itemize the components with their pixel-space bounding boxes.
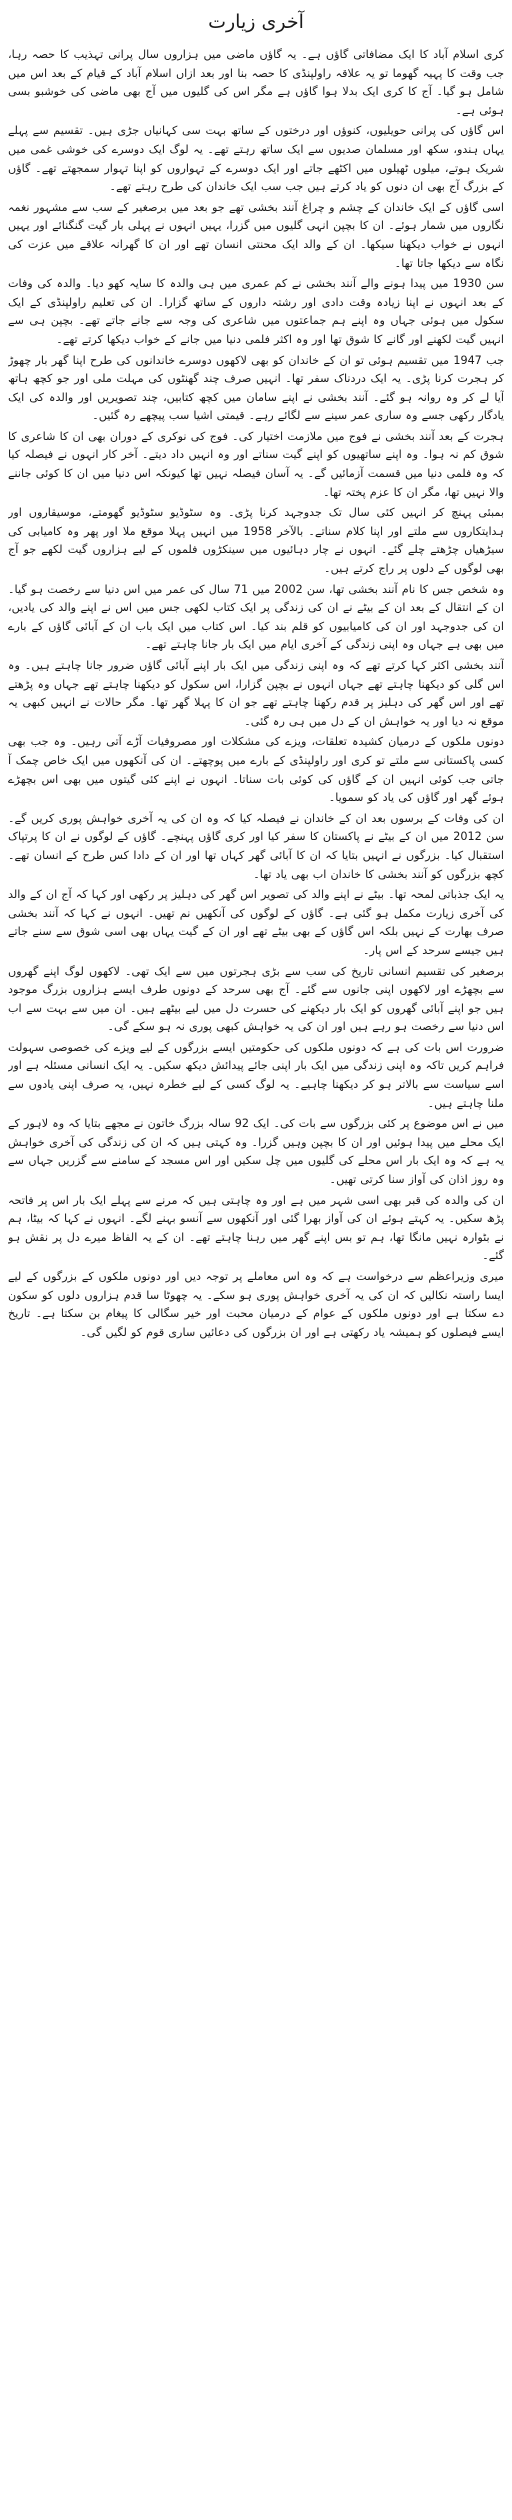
article-paragraph: بمبئی پہنچ کر انہیں کئی سال تک جدوجہد کرنا پڑی۔ وہ سٹوڈیو سٹوڈیو گھومتے، موسیقاروں اور ہدایتکاروں سے ملتے اور اپنا کلام سناتے۔ بالآخر 1958 میں انہیں پہلا موقع ملا اور پھر وہ کامیابی کی سیڑھیاں چڑھتے چلے گئے۔ انہوں نے چار دہائیوں میں سینکڑوں فلموں کے لیے ہزاروں گیت لکھے جو آج بھی لوگوں کے دلوں پر راج کرتے ہیں۔ (8, 506, 504, 576)
article-paragraph: وہ شخص جس کا نام آنند بخشی تھا، سن 2002 میں 71 سال کی عمر میں اس دنیا سے رخصت ہو گیا۔ ان کے انتقال کے بعد ان کے بیٹے نے ان کی زندگی پر ایک کتاب لکھی جس میں اس نے اپنے والد کی یادیں، ان کی جدوجہد اور ان کی کامیابیوں کو قلم بند کیا۔ اس کتاب میں ایک باب ان کے آبائی گاؤں کے بارے میں بھی ہے جہاں وہ اپنی زندگی کے آخری ایام میں ایک بار جانا چاہتے تھے۔ (8, 582, 504, 652)
article-paragraph: جب 1947 میں تقسیم ہوئی تو ان کے خاندان کو بھی لاکھوں دوسرے خاندانوں کی طرح اپنا گھر بار چھوڑ کر ہجرت کرنا پڑی۔ یہ ایک دردناک سفر تھا۔ انہیں صرف چند گھنٹوں کی مہلت ملی اور جو کچھ ہاتھ آیا لے کر وہ روانہ ہو گئے۔ آنند بخشی نے اپنے سامان میں کچھ کتابیں، چند تصویریں اور والدہ کی ایک یادگار رکھی جسے وہ ساری عمر سینے سے لگائے رہے۔ قیمتی اشیا سب پیچھے رہ گئیں۔ (8, 353, 504, 423)
article-paragraph: دونوں ملکوں کے درمیان کشیدہ تعلقات، ویزے کی مشکلات اور مصروفیات آڑے آتی رہیں۔ وہ جب بھی کسی پاکستانی سے ملتے تو کری اور راولپنڈی کے بارے میں پوچھتے۔ ان کی آنکھوں میں ایک خاص چمک آ جاتی جب کوئی انہیں ان کے گاؤں کی کوئی بات سناتا۔ انہوں نے اپنے کئی گیتوں میں بھی اس بچھڑے ہوئے گھر اور گاؤں کی یاد کو سمویا۔ (8, 735, 504, 805)
article-paragraph: سن 1930 میں پیدا ہونے والے آنند بخشی نے کم عمری میں ہی والدہ کا سایہ کھو دیا۔ والدہ کی وفات کے بعد انہوں نے اپنا زیادہ وقت دادی اور رشتہ داروں کے ساتھ گزارا۔ ان کی تعلیم راولپنڈی کے ایک سکول میں ہوئی جہاں وہ اپنے ہم جماعتوں میں شاعری کی وجہ سے جانے جاتے تھے۔ بچپن ہی سے انہیں گیت لکھنے اور گانے کا شوق تھا اور وہ اکثر فلمی دنیا میں جانے کے خواب دیکھا کرتے تھے۔ (8, 277, 504, 346)
article-paragraph: ان کی والدہ کی قبر بھی اسی شہر میں ہے اور وہ چاہتی ہیں کہ مرنے سے پہلے ایک بار اس پر فاتحہ پڑھ سکیں۔ یہ کہتے ہوئے ان کی آواز بھرا گئی اور آنکھوں سے آنسو بہنے لگے۔ انہوں نے کہا کہ بیٹا، ہم نے بٹوارہ نہیں مانگا تھا، ہم تو بس اپنے گھر میں رہنا چاہتے تھے۔ ان کے یہ الفاظ میرے دل پر نقش ہو گئے۔ (8, 1193, 504, 1263)
article-paragraph: آنند بخشی اکثر کہا کرتے تھے کہ وہ اپنی زندگی میں ایک بار اپنے آبائی گاؤں ضرور جانا چاہتے ہیں۔ وہ اس گلی کو دیکھنا چاہتے تھے جہاں انہوں نے بچپن گزارا، اس سکول کو دیکھنا چاہتے تھے جہاں وہ پڑھتے تھے اور اس گھر کی دہلیز پر قدم رکھنا چاہتے تھے جو ان کا پہلا گھر تھا۔ مگر حالات نے انہیں کبھی یہ موقع نہ دیا اور یہ خواہش ان کے دل میں ہی رہ گئی۔ (8, 659, 504, 728)
article-paragraph: میں نے اس موضوع پر کئی بزرگوں سے بات کی۔ ایک 92 سالہ بزرگ خاتون نے مجھے بتایا کہ وہ لاہور کے ایک محلے میں پیدا ہوئیں اور ان کا بچپن وہیں گزرا۔ وہ کہتی ہیں کہ ان کی زندگی کی آخری خواہش یہ ہے کہ وہ ایک بار اس محلے کی گلیوں میں چل سکیں اور اس مسجد کے سامنے سے گزریں جہاں سے وہ روز اذان کی آواز سنا کرتی تھیں۔ (8, 1117, 504, 1187)
article-paragraph: ان کی وفات کے برسوں بعد ان کے خاندان نے فیصلہ کیا کہ وہ ان کی یہ آخری خواہش پوری کریں گے۔ سن 2012 میں ان کے بیٹے نے پاکستان کا سفر کیا اور کری گاؤں پہنچے۔ گاؤں کے لوگوں نے ان کا پرتپاک استقبال کیا۔ بزرگوں نے انہیں بتایا کہ ان کا آبائی گھر کہاں تھا اور ان کے دادا کس طرح کے انسان تھے۔ کچھ بزرگوں کو آنند بخشی کا خاندان اب بھی یاد تھا۔ (8, 811, 504, 881)
article-paragraph: ہجرت کے بعد آنند بخشی نے فوج میں ملازمت اختیار کی۔ فوج کی نوکری کے دوران بھی ان کا شاعری کا شوق کم نہ ہوا۔ وہ اپنے ساتھیوں کو اپنے گیت سناتے اور وہ انہیں داد دیتے۔ آخر کار انہوں نے فیصلہ کیا کہ وہ فلمی دنیا میں قسمت آزمائیں گے۔ یہ آسان فیصلہ نہیں تھا کیونکہ اس دنیا میں ان کا کوئی جاننے والا نہیں تھا، مگر ان کا عزم پختہ تھا۔ (8, 429, 504, 499)
article-paragraph: اسی گاؤں کے ایک خاندان کے چشم و چراغ آنند بخشی تھے جو بعد میں برصغیر کے سب سے مشہور نغمہ نگاروں میں شمار ہوئے۔ ان کا بچپن انہی گلیوں میں گزرا، یہیں انہوں نے پہلی بار گیت گنگنائے اور یہیں انہوں نے خواب دیکھنا سیکھا۔ ان کے والد ایک محنتی انسان تھے اور ان کا گھرانہ علاقے میں عزت کی نگاہ سے دیکھا جاتا تھا۔ (8, 200, 504, 270)
article-paragraph: اس گاؤں کی پرانی حویلیوں، کنوؤں اور درختوں کے ساتھ بہت سی کہانیاں جڑی ہیں۔ تقسیم سے پہلے یہاں ہندو، سکھ اور مسلمان صدیوں سے ایک ساتھ رہتے تھے۔ یہ لوگ ایک دوسرے کی خوشی غمی میں شریک ہوتے، میلوں ٹھیلوں میں اکٹھے جاتے اور ایک دوسرے کے تہواروں کو اپنا تہوار سمجھتے تھے۔ گاؤں کے بزرگ آج بھی ان دنوں کو یاد کرتے ہیں جب سب ایک خاندان کی طرح رہتے تھے۔ (8, 124, 504, 194)
article-paragraph: یہ ایک جذباتی لمحہ تھا۔ بیٹے نے اپنے والد کی تصویر اس گھر کی دہلیز پر رکھی اور کہا کہ آج ان کے والد کی آخری زیارت مکمل ہو گئی ہے۔ گاؤں کے لوگوں کی آنکھیں نم تھیں۔ انہوں نے کہا کہ آنند بخشی صرف بھارت کے نہیں بلکہ اس گاؤں کے بھی بیٹے تھے اور ان کے گیت یہاں بھی اسی شوق سے سنے جاتے ہیں جیسے سرحد کے اس پار۔ (8, 888, 504, 957)
article-headline: آخری زیارت (208, 11, 304, 33)
article-paragraph: برصغیر کی تقسیم انسانی تاریخ کی سب سے بڑی ہجرتوں میں سے ایک تھی۔ لاکھوں لوگ اپنے گھروں سے بچھڑے اور لاکھوں اپنی جانوں سے گئے۔ آج بھی سرحد کے دونوں طرف ایسے ہزاروں بزرگ موجود ہیں جو اپنے آبائی گھروں کو ایک بار دیکھنے کی حسرت دل میں لیے بیٹھے ہیں۔ ان میں سے بہت سے اب اس دنیا سے رخصت ہو رہے ہیں اور ان کی یہ خواہش کبھی پوری نہ ہو سکے گی۔ (8, 964, 504, 1034)
article-paragraph: میری وزیراعظم سے درخواست ہے کہ وہ اس معاملے پر توجہ دیں اور دونوں ملکوں کے بزرگوں کے لیے ایسا راستہ نکالیں کہ ان کی یہ آخری خواہش پوری ہو سکے۔ یہ چھوٹا سا قدم ہزاروں دلوں کو سکون دے سکتا ہے اور دونوں ملکوں کے عوام کے درمیان محبت اور خیر سگالی کا پیغام بن سکتا ہے۔ تاریخ ایسے فیصلوں کو ہمیشہ یاد رکھتی ہے اور ان بزرگوں کی دعائیں ساری قوم کو لگیں گی۔ (8, 1270, 504, 1339)
article-body (8, 46, 504, 2514)
article-paragraph: کری اسلام آباد کا ایک مضافاتی گاؤں ہے۔ یہ گاؤں ماضی میں ہزاروں سال پرانی تہذیب کا حصہ رہا، جب وقت کا پہیہ گھوما تو یہ علاقہ راولپنڈی کا حصہ بنا اور بعد ازاں اسلام آباد کے قیام کے بعد اس میں شامل ہو گیا۔ آج کا کری ایک بدلا ہوا گاؤں ہے مگر اس کی گلیوں میں آج بھی ماضی کی خوشبو بسی ہوئی ہے۔ (8, 48, 504, 117)
article-paragraph: ضرورت اس بات کی ہے کہ دونوں ملکوں کی حکومتیں ایسے بزرگوں کے لیے ویزے کی خصوصی سہولت فراہم کریں تاکہ وہ اپنی زندگی میں ایک بار اپنی جائے پیدائش دیکھ سکیں۔ یہ ایک انسانی مسئلہ ہے اور اسے سیاست سے بالاتر ہو کر دیکھنا چاہیے۔ یہ لوگ کسی کے لیے خطرہ نہیں، یہ صرف اپنی یادوں سے ملنا چاہتے ہیں۔ (8, 1040, 504, 1110)
